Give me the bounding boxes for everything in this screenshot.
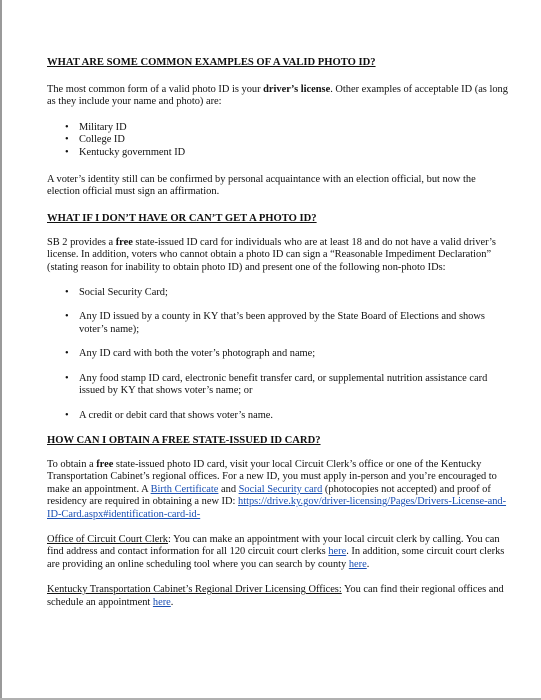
list-item-text: Kentucky government ID <box>79 146 186 158</box>
bold-text: driver’s license <box>263 84 331 95</box>
bullet-icon: • <box>65 311 69 323</box>
list-item <box>47 311 509 336</box>
paragraph-circuit-clerk <box>47 534 509 571</box>
paragraph-obtain-id <box>47 459 509 521</box>
list-item-text: Any food stamp ID card, electronic benefit transfer card, or supplemental nutrition assistance card issued by KY that shows voter’s name; or <box>79 372 488 397</box>
clerk-contact-here-link[interactable]: here <box>328 546 347 558</box>
bullet-icon: • <box>65 121 69 133</box>
valid-id-list <box>47 122 509 159</box>
list-item-text: Any ID issued by a county in KY that’s been approved by the State Board of Elections and shows voter’s name); <box>79 311 485 335</box>
page-left-edge <box>0 0 2 700</box>
list-item <box>47 147 509 159</box>
text-run: . <box>366 558 370 570</box>
list-item <box>47 373 509 398</box>
paragraph-identity-note: A voter’s identity still can be confirmed by personal acquaintance with an election official, but now the election official must sign an affirmation. <box>47 174 476 198</box>
birth-certificate-link[interactable]: Birth Certificate <box>150 483 219 495</box>
paragraph-common-id <box>47 84 509 109</box>
paragraph-ktc-offices <box>47 584 509 609</box>
bullet-icon: • <box>65 409 69 421</box>
text-run: . <box>170 596 174 608</box>
list-item-text: Social Security Card; <box>79 287 168 299</box>
text-run: (photocopies not accepted) and proof of residency are required in obtaining a new ID: <box>47 483 491 508</box>
clerk-scheduling-here-link[interactable]: here <box>348 558 367 570</box>
bold-text: free <box>115 236 133 248</box>
text-run: : You can make an appointment with your local circuit clerk by calling. You can find address and contact information for all 120 circuit court clerks <box>47 533 500 558</box>
heading-free-id-card: HOW CAN I OBTAIN A FREE STATE-ISSUED ID CARD? <box>47 434 321 446</box>
text-run: state-issued ID card for individuals who are at least 18 and do not have a valid driver’s license. In addition, voters who cannot obtain a photo ID can sign a “Reasonable Impediment Declaration” (stating reason for inability to obtain photo ID) and present one of the following non-photo IDs: <box>47 236 496 273</box>
bullet-icon: • <box>65 134 69 146</box>
text-run: The most common form of a valid photo ID is your <box>47 84 264 95</box>
paragraph-sb2 <box>47 237 509 274</box>
bullet-icon: • <box>65 348 69 360</box>
heading-valid-photo-id: WHAT ARE SOME COMMON EXAMPLES OF A VALID PHOTO ID? <box>47 57 376 68</box>
list-item-text: Military ID <box>79 121 127 133</box>
clerk-label: Office of Circuit Court Clerk <box>47 533 169 545</box>
list-item-text: A credit or debit card that shows voter’s name. <box>79 409 274 421</box>
text-run: and <box>218 483 239 495</box>
document-page <box>47 56 509 609</box>
list-item-text: Any ID card with both the voter’s photograph and name; <box>79 348 316 360</box>
ktc-label: Kentucky Transportation Cabinet’s Regional Driver Licensing Offices: <box>47 584 342 596</box>
bullet-icon: • <box>65 146 69 158</box>
list-item <box>47 122 509 134</box>
text-run: . In addition, some circuit court clerks are providing an online scheduling tool where you can search by county <box>47 546 505 570</box>
list-item-text: College ID <box>79 134 125 146</box>
text-run: You can find their regional offices and schedule an appointment <box>47 584 504 608</box>
drive-ky-url-link[interactable]: https://drive.ky.gov/driver-licensing/Pages/Drivers-License-and-ID-Card.aspx#identification-card-id- <box>47 496 507 520</box>
text-run: . Other examples of acceptable ID (as long as they include your name and photo) are: <box>47 84 508 108</box>
social-security-card-link[interactable]: Social Security card <box>238 483 323 495</box>
bold-text: free <box>96 458 114 470</box>
bullet-icon: • <box>65 287 69 299</box>
ktc-here-link[interactable]: here <box>152 596 171 608</box>
list-item <box>47 348 509 360</box>
list-item <box>47 410 509 422</box>
bullet-icon: • <box>65 372 69 384</box>
text-run: state-issued photo ID card, visit your local Circuit Clerk’s office or one of the Kentucky Transportation Cabinet’s regional offices. For a new ID, you must apply in-person and you’re encouraged to make an appointment. A <box>47 458 497 495</box>
list-item <box>47 134 509 146</box>
text-run: SB 2 provides a <box>47 236 116 248</box>
heading-no-photo-id: WHAT IF I DON’T HAVE OR CAN’T GET A PHOTO ID? <box>47 212 317 224</box>
list-item <box>47 287 509 299</box>
text-run: To obtain a <box>47 458 97 470</box>
non-photo-id-list <box>47 287 509 422</box>
